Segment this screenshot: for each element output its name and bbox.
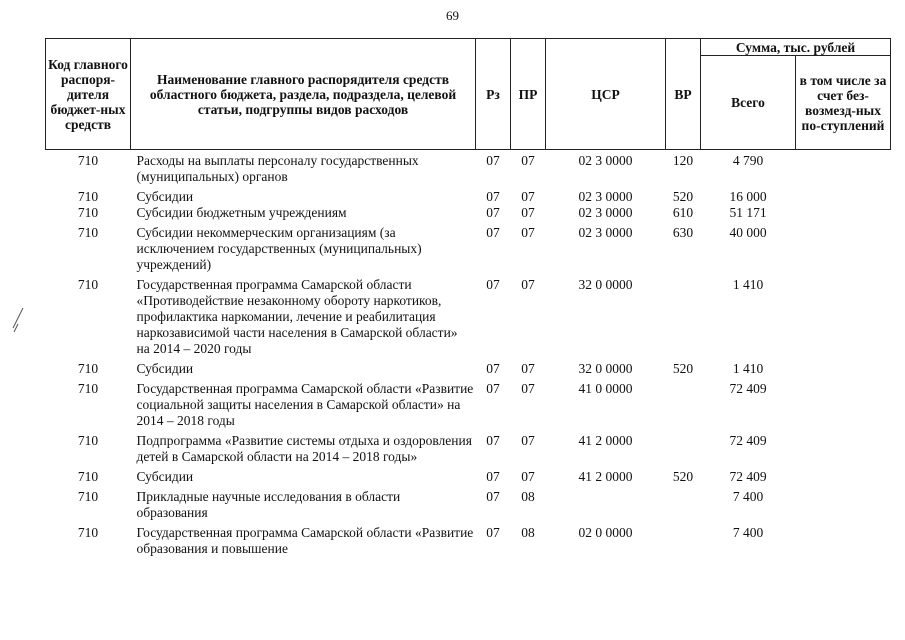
cell-name: Субсидии бюджетным учреждениям: [136, 205, 347, 220]
cell-pr: 07: [521, 153, 535, 168]
cell-total: 4 790: [732, 153, 764, 168]
cell-csr: 02 0 0000: [578, 525, 633, 540]
cell-csr: 02 3 0000: [578, 225, 633, 240]
cell-free: [796, 205, 891, 221]
cell-vr: 630: [672, 225, 694, 240]
cell-code: 710: [77, 489, 99, 504]
cell-rz: 07: [486, 525, 500, 540]
header-csr: ЦСР: [546, 39, 666, 150]
cell-name: Субсидии: [136, 189, 194, 204]
header-vr: ВР: [666, 39, 701, 150]
cell-total: 51 171: [729, 205, 767, 220]
table-row: [46, 185, 891, 205]
cell-vr: 520: [672, 361, 694, 376]
cell-total: 7 400: [732, 525, 764, 540]
cell-rz: 07: [486, 489, 500, 504]
table-row: [46, 485, 891, 521]
cell-free: [796, 221, 891, 273]
header-name: Наименование главного распорядителя средств областного бюджета, раздела, подраздела, целевой статьи, подгруппы видов расходов: [131, 39, 476, 150]
header-rz: Рз: [476, 39, 511, 150]
cell-name: Прикладные научные исследования в области образования: [136, 489, 401, 520]
cell-total: 7 400: [732, 489, 764, 504]
cell-total: 16 000: [729, 189, 767, 204]
table-row: [46, 429, 891, 465]
cell-pr: 08: [521, 489, 535, 504]
cell-vr: [666, 429, 701, 465]
cell-rz: 07: [486, 189, 500, 204]
cell-csr: 32 0 0000: [578, 361, 633, 376]
cell-rz: 07: [486, 205, 500, 220]
cell-vr: 520: [672, 189, 694, 204]
cell-code: 710: [77, 361, 99, 376]
budget-table: [45, 38, 891, 557]
table-row: [46, 205, 891, 221]
cell-rz: 07: [486, 381, 500, 396]
cell-vr: [666, 485, 701, 521]
cell-free: [796, 521, 891, 557]
cell-rz: 07: [486, 225, 500, 240]
cell-pr: 08: [521, 525, 535, 540]
header-pr: ПР: [511, 39, 546, 150]
cell-csr: 41 2 0000: [578, 433, 633, 448]
header-free: в том числе за счет без-возмезд-ных по-ступлений: [796, 56, 891, 150]
cell-name: Подпрограмма «Развитие системы отдыха и оздоровления детей в Самарской области на 2014 – 2018 годы»: [136, 433, 472, 464]
cell-name: Государственная программа Самарской области «Противодействие незаконному обороту наркотиков, профилактика наркомании, лечение и реабилитация наркозависимой части населения в Самарской области» на 2014 – 2020 годы: [136, 277, 458, 356]
cell-csr: 02 3 0000: [578, 153, 633, 168]
cell-pr: 07: [521, 225, 535, 240]
cell-csr: 41 2 0000: [578, 469, 633, 484]
cell-pr: 07: [521, 361, 535, 376]
cell-name: Субсидии: [136, 361, 194, 376]
cell-total: 1 410: [732, 277, 764, 292]
cell-vr: [666, 377, 701, 429]
cell-code: 710: [77, 433, 99, 448]
table-row: [46, 521, 891, 557]
cell-rz: 07: [486, 153, 500, 168]
cell-free: [796, 485, 891, 521]
cell-name: Государственная программа Самарской области «Развитие образования и повышение: [136, 525, 474, 556]
cell-pr: 07: [521, 381, 535, 396]
cell-csr: [546, 485, 666, 521]
cell-free: [796, 429, 891, 465]
header-total: Всего: [701, 56, 796, 150]
cell-csr: 32 0 0000: [578, 277, 633, 292]
header-code: Код главного распоря-дителя бюджет-ных средств: [46, 39, 131, 150]
cell-pr: 07: [521, 469, 535, 484]
table-row: [46, 273, 891, 357]
cell-code: 710: [77, 381, 99, 396]
cell-code: 710: [77, 225, 99, 240]
cell-free: [796, 273, 891, 357]
cell-total: 40 000: [729, 225, 767, 240]
cell-name: Государственная программа Самарской области «Развитие социальной защиты населения в Самарской области» на 2014 – 2018 годы: [136, 381, 474, 428]
cell-vr: 520: [672, 469, 694, 484]
cell-csr: 02 3 0000: [578, 205, 633, 220]
table-body: [46, 150, 891, 558]
cell-code: 710: [77, 277, 99, 292]
table-row: [46, 357, 891, 377]
cell-vr: [666, 273, 701, 357]
cell-pr: 07: [521, 205, 535, 220]
header-sum: Сумма, тыс. рублей: [701, 39, 891, 56]
cell-total: 72 409: [729, 381, 767, 396]
cell-total: 72 409: [729, 433, 767, 448]
cell-pr: 07: [521, 433, 535, 448]
cell-free: [796, 465, 891, 485]
cell-name: Субсидии некоммерческим организациям (за исключением государственных (муниципальных) учреждений): [136, 225, 422, 272]
cell-csr: 41 0 0000: [578, 381, 633, 396]
cell-vr: 610: [672, 205, 694, 220]
cell-total: 72 409: [729, 469, 767, 484]
cell-code: 710: [77, 469, 99, 484]
cell-rz: 07: [486, 433, 500, 448]
cell-total: 1 410: [732, 361, 764, 376]
cell-free: [796, 357, 891, 377]
table-row: [46, 221, 891, 273]
cell-name: Расходы на выплаты персоналу государственных (муниципальных) органов: [136, 153, 419, 184]
cell-code: 710: [77, 205, 99, 220]
table-row: [46, 150, 891, 186]
cell-free: [796, 377, 891, 429]
table-row: [46, 465, 891, 485]
pen-mark-icon: [10, 306, 28, 334]
cell-pr: 07: [521, 277, 535, 292]
table-row: [46, 377, 891, 429]
cell-name: Субсидии: [136, 469, 194, 484]
cell-vr: 120: [672, 153, 694, 168]
cell-vr: [666, 521, 701, 557]
cell-rz: 07: [486, 361, 500, 376]
cell-free: [796, 185, 891, 205]
cell-rz: 07: [486, 277, 500, 292]
cell-pr: 07: [521, 189, 535, 204]
cell-csr: 02 3 0000: [578, 189, 633, 204]
cell-rz: 07: [486, 469, 500, 484]
cell-free: [796, 150, 891, 186]
cell-code: 710: [77, 525, 99, 540]
page-number: 69: [446, 8, 459, 23]
cell-code: 710: [77, 153, 99, 168]
cell-code: 710: [77, 189, 99, 204]
table-header: [46, 39, 891, 150]
